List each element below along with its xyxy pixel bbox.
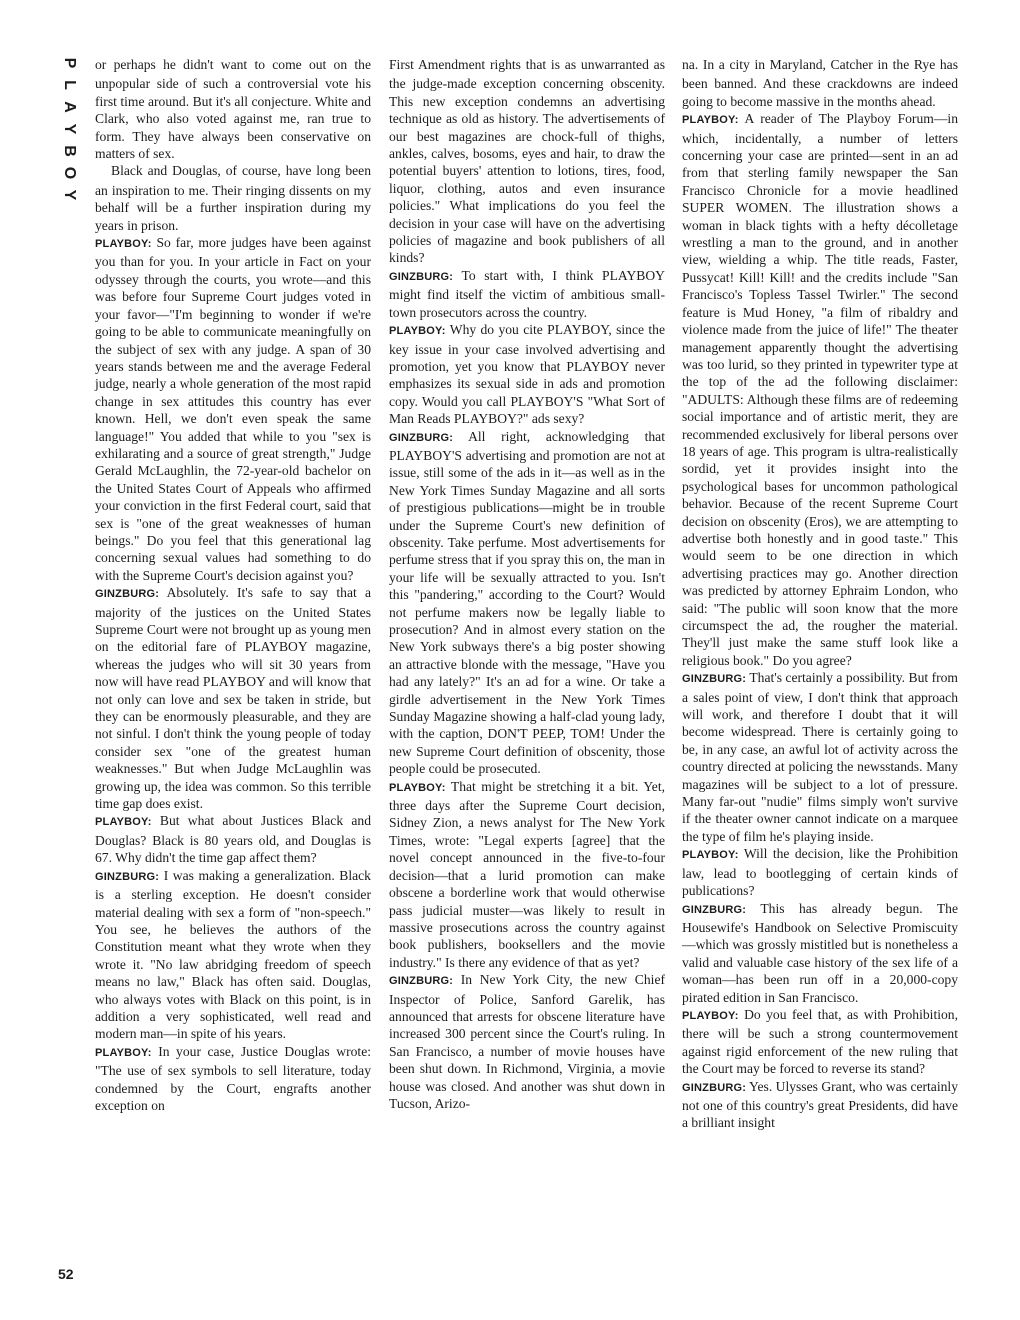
paragraph bbox=[682, 110, 958, 669]
paragraph bbox=[95, 1043, 371, 1115]
paragraph bbox=[389, 56, 665, 267]
paragraph-text: That's certainly a possibility. But from a sales point of view, I don't think that approach will work, and therefore I doubt that it will become widespread. There is certainly going to be, in any case, an awful lot of activity across the country directed at policing the newsstands. Many magazines will be subject to a lot of pressure. Many far-out "nudie" films simply won't survive if the theater owner cannot indicate on a marquee the type of film he's playing inside. bbox=[682, 670, 958, 844]
paragraph-text: A reader of The Playboy Forum—in which, incidentally, a number of letters concerning your case are printed—sent in an ad from that sterling family newspaper the San Francisco Chronicle for a movie headlined SUPER WOMEN. The illustration shows a woman in black tights with a hefty décolletage wrestling a man to the ground, and in another view, wielding a whip. The title reads, Faster, Pussycat! Kill! Kill! and the credits include "San Francisco's Topless Tassel Twirler." The second feature is Mud Honey, "a film of ribaldry and violence made from the juice of life!" The theater management apparently thought the advertising was too lurid, so they printed in typewriter type at the top of the ad the following disclaimer: "ADULTS: Although these films are of redeeming social importance and of artistic merit, they are recommended exclusively for liberal persons over 18 years of age. This program is ultra-realistically sordid, yet it provides insight into the psychological bases for uncommon pathological behavior. Because of the recent Supreme Court decision on obscenity (Eros), we are attempting to advertise both honestly and in good taste." This would seem to be one direction in which advertising practices may go. Another direction was predicted by attorney Ephraim London, who said: "The public will soon know that the more circumspect the ad, the rougher the material. They'll just make the same stuff look like a religious book." Do you agree? bbox=[682, 111, 958, 668]
paragraph-text: In New York City, the new Chief Inspector of Police, Sanford Garelik, has announced that arrests for obscene literature have increased 300 percent since the Court's ruling. In San Francisco, a number of movie houses have been shut down. In Richmond, Virginia, a movie house was closed. And another was shut down in Tucson, Arizo- bbox=[389, 972, 666, 1111]
speaker-label: GINZBURG: bbox=[682, 903, 747, 916]
speaker-label: PLAYBOY: bbox=[95, 238, 152, 251]
paragraph bbox=[389, 267, 665, 321]
speaker-label: GINZBURG: bbox=[389, 270, 454, 283]
paragraph-text: Yes. Ulysses Grant, who was certainly not one of this country's great Presidents, did have a brilliant insight bbox=[682, 1078, 958, 1131]
speaker-label: GINZBURG: bbox=[682, 1081, 747, 1094]
paragraph-text: Will the decision, like the Prohibition law, lead to bootlegging of certain kinds of publications? bbox=[682, 846, 959, 899]
paragraph-text: Absolutely. It's safe to say that a majority of the justices on the United States Supreme Court were not brought up as young men on the editorial fare of PLAYBOY magazine, whereas the judges who will sit 30 years from now will have read PLAYBOY and will know that not only can love and sex be taken in stride, but they can be enormously pleasurable, and they are not sinful. I don't think the young people of today consider sex "one of the greatest human weaknesses." But when Judge McLaughlin was growing up, the idea was common. So this terrible time gap does exist. bbox=[95, 585, 371, 812]
speaker-label: PLAYBOY: bbox=[95, 1046, 152, 1059]
speaker-label: PLAYBOY: bbox=[682, 1009, 739, 1022]
speaker-label: PLAYBOY: bbox=[389, 325, 446, 338]
paragraph bbox=[682, 669, 958, 845]
paragraph bbox=[682, 1006, 958, 1078]
speaker-label: GINZBURG: bbox=[389, 431, 454, 444]
text-column-1 bbox=[95, 56, 371, 1114]
text-column-3 bbox=[682, 56, 958, 1132]
speaker-label: GINZBURG: bbox=[95, 588, 160, 601]
paragraph bbox=[95, 162, 371, 234]
paragraph-text: In your case, Justice Douglas wrote: "The use of sex symbols to sell literature, today condemned by the Court, engrafts another exception on bbox=[95, 1043, 371, 1113]
masthead-letter: Y bbox=[61, 123, 78, 135]
speaker-label: PLAYBOY: bbox=[682, 114, 739, 127]
speaker-label: GINZBURG: bbox=[682, 673, 747, 686]
paragraph-text: na. In a city in Maryland, Catcher in the Rye has been banned. And these crackdowns are indeed going to become massive in the months ahead. bbox=[682, 57, 958, 109]
paragraph-text: First Amendment rights that is as unwarranted as the judge-made exception concerning obscenity. This new exception condemns an advertising technique as old as history. The advertisements of our best magazines are chock-full of thighs, ankles, calves, bosoms, eyes and hair, to draw the potential buyers' attention to lotions, tires, food, liquor, clothing, autos and even insurance policies." What implications do you feel the decision in your case will have on the advertising policies of magazine and book publishers of all kinds? bbox=[389, 57, 665, 266]
paragraph-text: To start with, I think PLAYBOY might find itself the victim of ambitious small-town prosecutors across the country. bbox=[389, 267, 665, 320]
paragraph bbox=[95, 234, 371, 584]
text-column-2 bbox=[389, 56, 665, 1112]
paragraph bbox=[95, 56, 371, 162]
paragraph-text: That might be stretching it a bit. Yet, three days after the Supreme Court decision, Sidney Zion, a news analyst for The New York Times, wrote: "Legal experts [agree] that the novel concept announced in the five-to-four decision—that a lurid promotion can make obscene a borderline work that would otherwise pass judicial muster—was likely to result in massive prosecutions across the country against book publishers, booksellers and the movie industry." Is there any evidence of that as yet? bbox=[389, 778, 665, 970]
paragraph-text: All right, acknowledging that PLAYBOY'S advertising and promotion are not at issue, still some of the ads in it—as well as in the New York Times Sunday Magazine and all sorts of prestigious publications—might be in trouble under the Supreme Court's new definition of obscenity. Take perfume. Most advertisements for perfume stress that if you spray this on, the man in your life will be sexually attracted to you. Isn't this "pandering," according to the Court? Would not perfume makers now be legally liable to prosecution? And in almost every station on the New York subways there's a big poster showing an attractive blonde with the message, "Have you had any lately?" It's an ad for a wine. Or take a girdle advertisement in the New York Times Sunday Magazine showing a half-clad young lady, with the caption, DON'T PEEP, TOM! Under the new Supreme Court definition of obscenity, those people could be prosecuted. bbox=[389, 428, 665, 777]
paragraph-text: Why do you cite PLAYBOY, since the key issue in your case involved advertising and promotion, yet you know that PLAYBOY never emphasizes its sexual side in ads and promotion copy. Would you call PLAYBOY'S "What Sort of Man Reads PLAYBOY?" ads sexy? bbox=[389, 322, 665, 427]
paragraph-text: So far, more judges have been against you than for you. In your article in Fact on your odyssey through the courts, you wrote—and this was before four Supreme Court judges voted in your favor—"I'm beginning to wonder if we're going to be able to communicate meaningfully on the subject of sex with any judge. A span of 30 years stands between me and the average Federal judge, nearly a whole generation of the most rapid change in sex attitudes this country has ever known. Hell, we don't even speak the same language!" You added that while to you "sex is exhilarating and a source of great strength," Judge Gerald McLaughlin, the 72-year-old bachelor on the United States Court of Appeals who affirmed your conviction in the first Federal court, said that sex is "one of the great weaknesses of human beings." Do you feel that this generational lag concerning sexual values had something to do with the Supreme Court's decision against you? bbox=[95, 235, 372, 583]
paragraph-text: Black and Douglas, of course, have long been an inspiration to me. Their ringing dissents on my behalf will be a further inspiration during my years in prison. bbox=[95, 163, 371, 233]
masthead-letter: P bbox=[61, 57, 78, 69]
page-number: 52 bbox=[58, 1266, 74, 1282]
paragraph-text: Do you feel that, as with Prohibition, there will be such a strong countermovement against rigid enforcement of the new ruling that the Court may be forced to reverse its stand? bbox=[682, 1006, 958, 1077]
paragraph bbox=[95, 584, 371, 812]
paragraph bbox=[389, 778, 665, 971]
speaker-label: PLAYBOY: bbox=[682, 849, 739, 862]
paragraph bbox=[682, 1078, 958, 1132]
magazine-masthead bbox=[58, 52, 80, 206]
paragraph-text: I was making a generalization. Black is a sterling exception. He doesn't consider material dealing with sex a form of "non-speech." You see, he believes the authors of the Constitution meant what they wrote when they wrote it. "No law abridging freedom of speech means no law," Black has often said. Douglas, who always votes with Black on this point, is in addition a very sophisticated, well read and modern man—in spite of his years. bbox=[95, 867, 371, 1042]
masthead-letter: L bbox=[61, 80, 78, 90]
paragraph bbox=[389, 971, 665, 1112]
paragraph-text: This has already begun. The Housewife's Handbook on Selective Promiscuity—which was grossly mistitled but is nonetheless a valid and valuable case history of the sex life of a woman—has been run off in a 20,000-copy pirated edition in San Francisco. bbox=[682, 900, 958, 1005]
masthead-letter: O bbox=[61, 166, 78, 180]
paragraph bbox=[95, 867, 371, 1043]
paragraph bbox=[682, 56, 958, 110]
speaker-label: GINZBURG: bbox=[95, 870, 160, 883]
masthead-letter: Y bbox=[61, 189, 78, 201]
paragraph bbox=[95, 812, 371, 866]
masthead-letter: A bbox=[61, 101, 78, 113]
paragraph-text: or perhaps he didn't want to come out on the unpopular side of such a controversial vote his first time around. But it's all conjecture. White and Clark, who also voted against me, ran true to form. They have always been conservative on matters of sex. bbox=[95, 57, 371, 162]
paragraph bbox=[389, 321, 665, 427]
speaker-label: GINZBURG: bbox=[389, 975, 454, 988]
paragraph bbox=[389, 428, 665, 778]
paragraph bbox=[682, 845, 958, 899]
paragraph-text: But what about Justices Black and Douglas? Black is 80 years old, and Douglas is 67. Why didn't the time gap affect them? bbox=[95, 813, 371, 866]
speaker-label: PLAYBOY: bbox=[95, 816, 152, 829]
speaker-label: PLAYBOY: bbox=[389, 781, 446, 794]
paragraph bbox=[682, 900, 958, 1006]
masthead-letter: B bbox=[61, 145, 78, 157]
